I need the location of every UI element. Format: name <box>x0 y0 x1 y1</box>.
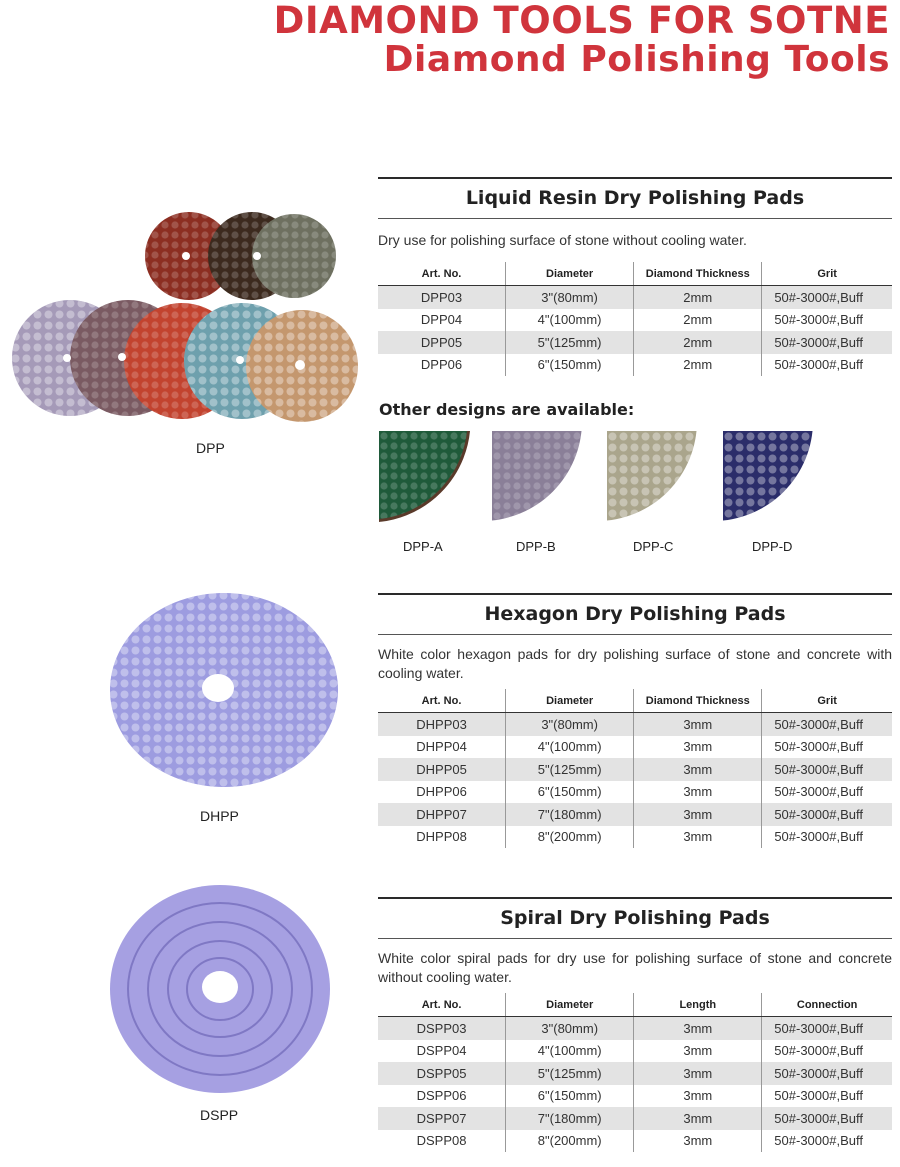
table-row <box>378 1040 892 1063</box>
column-header: Art. No. <box>378 993 506 1017</box>
table-cell: DHPP08 <box>416 829 467 845</box>
table-cell: 6"(150mm) <box>506 781 634 804</box>
column-header: Diamond Thickness <box>634 262 762 286</box>
design-swatch-dpp-a <box>379 431 471 523</box>
dhpp-pad-illustration <box>108 590 340 790</box>
dspp-product-image <box>108 882 332 1096</box>
column-header: Diameter <box>506 689 634 713</box>
table-cell: DHPP06 <box>416 784 467 800</box>
design-swatch-dpp-b <box>492 431 584 523</box>
table-row <box>378 781 892 804</box>
column-header: Diameter <box>506 993 634 1017</box>
table-row <box>378 354 892 377</box>
table-cell: 3"(80mm) <box>506 1017 634 1040</box>
table-cell: 50#-3000#,Buff <box>762 1017 892 1040</box>
table-cell: 3mm <box>634 1062 762 1085</box>
table-cell: 3mm <box>634 736 762 759</box>
table-cell: 3mm <box>634 826 762 849</box>
table-cell: DSPP05 <box>378 1062 506 1085</box>
table-cell: DSPP03 <box>378 1017 506 1040</box>
spec-table <box>378 993 892 1152</box>
column-header: Art. No. <box>378 689 506 713</box>
dspp-pad-illustration <box>108 882 332 1096</box>
column-header: Diamond Thickness <box>634 689 762 713</box>
table-cell: DSPP06 <box>416 1088 467 1104</box>
table-row <box>378 1017 892 1040</box>
table-cell: 8"(200mm) <box>506 1130 634 1153</box>
table-row <box>378 309 892 332</box>
section-title: Spiral Dry Polishing Pads <box>500 907 770 929</box>
table-cell: 2mm <box>634 286 762 309</box>
column-header: Art. No. <box>378 262 506 286</box>
section-title-rule <box>378 634 892 635</box>
table-cell: 3"(80mm) <box>506 286 634 309</box>
table-row <box>378 1062 892 1085</box>
table-cell: DPP04 <box>420 312 463 328</box>
column-header: Grit <box>762 262 892 286</box>
header-subtitle: Diamond Polishing Tools <box>383 38 890 80</box>
table-cell: DHPP05 <box>378 758 506 781</box>
table-row <box>378 331 892 354</box>
table-cell: 7"(180mm) <box>506 803 634 826</box>
table-header-row <box>378 689 892 713</box>
table-cell: DPP06 <box>420 357 463 373</box>
section-title-rule <box>378 218 892 219</box>
design-swatch-dpp-d <box>723 431 815 523</box>
table-cell: 5"(125mm) <box>506 331 634 354</box>
table-cell: 2mm <box>634 309 762 332</box>
table-cell: 50#-3000#,Buff <box>762 1107 892 1130</box>
table-cell: 3mm <box>634 1130 762 1153</box>
table-cell: DHPP03 <box>378 713 506 736</box>
table-row <box>378 736 892 759</box>
table-cell: 3mm <box>634 1017 762 1040</box>
table-cell: 50#-3000#,Buff <box>762 781 892 804</box>
table-cell: 50#-3000#,Buff <box>762 758 892 781</box>
table-cell: 3mm <box>634 1107 762 1130</box>
table-cell: 3mm <box>634 713 762 736</box>
column-header: Connection <box>762 993 892 1017</box>
table-cell: 50#-3000#,Buff <box>762 803 892 826</box>
design-label-dpp-c: DPP-C <box>633 539 674 554</box>
table-cell: DSPP08 <box>416 1133 467 1149</box>
table-row <box>378 1130 892 1153</box>
design-label-dpp-a: DPP-A <box>403 539 443 554</box>
table-cell: 50#-3000#,Buff <box>762 1130 892 1153</box>
table-cell: 50#-3000#,Buff <box>762 826 892 849</box>
dhpp-label: DHPP <box>200 808 239 824</box>
design-swatch-dpp-c <box>607 431 699 523</box>
section-title-rule <box>378 938 892 939</box>
page-header <box>274 2 890 79</box>
other-designs-title: Other designs are available: <box>379 400 635 419</box>
table-cell: 2mm <box>634 331 762 354</box>
table-cell: 6"(150mm) <box>506 1085 634 1108</box>
table-cell: 50#-3000#,Buff <box>762 713 892 736</box>
table-cell: DSPP07 <box>378 1107 506 1130</box>
section-hexagon <box>378 593 892 848</box>
table-cell: DHPP04 <box>416 739 467 755</box>
table-cell: 3mm <box>634 1085 762 1108</box>
section-spiral <box>378 897 892 1152</box>
table-cell: 7"(180mm) <box>506 1107 634 1130</box>
table-cell: DPP03 <box>378 286 506 309</box>
table-cell: 2mm <box>634 354 762 377</box>
table-cell: 50#-3000#,Buff <box>762 331 892 354</box>
design-label-dpp-b: DPP-B <box>516 539 556 554</box>
column-header: Diameter <box>506 262 634 286</box>
section-title: Hexagon Dry Polishing Pads <box>484 603 786 625</box>
table-header-row <box>378 993 892 1017</box>
table-cell: 4"(100mm) <box>506 736 634 759</box>
table-cell: 3"(80mm) <box>506 713 634 736</box>
table-cell: 8"(200mm) <box>506 826 634 849</box>
table-cell: 50#-3000#,Buff <box>762 1040 892 1063</box>
table-cell: DPP05 <box>378 331 506 354</box>
table-row <box>378 713 892 736</box>
dhpp-product-image <box>108 590 340 790</box>
section-description: White color spiral pads for dry use for polishing surface of stone and concrete without cooling water. <box>378 950 892 985</box>
section-title: Liquid Resin Dry Polishing Pads <box>465 187 805 209</box>
table-cell: 5"(125mm) <box>506 758 634 781</box>
table-row <box>378 1107 892 1130</box>
table-cell: 3mm <box>634 1040 762 1063</box>
table-cell: 50#-3000#,Buff <box>762 1085 892 1108</box>
column-header: Length <box>634 993 762 1017</box>
table-cell: DHPP07 <box>378 803 506 826</box>
dpp-pads-illustration <box>10 210 360 430</box>
table-row <box>378 803 892 826</box>
spec-table <box>378 262 892 376</box>
header-title: DIAMOND TOOLS FOR SOTNE <box>273 0 890 42</box>
table-row <box>378 826 892 849</box>
table-cell: 50#-3000#,Buff <box>762 1062 892 1085</box>
section-description: Dry use for polishing surface of stone without cooling water. <box>378 232 747 248</box>
table-cell: 50#-3000#,Buff <box>762 736 892 759</box>
section-liquid-resin <box>378 177 892 376</box>
table-cell: 50#-3000#,Buff <box>762 354 892 377</box>
table-header-row <box>378 262 892 286</box>
spec-table <box>378 689 892 848</box>
table-cell: 4"(100mm) <box>506 1040 634 1063</box>
dpp-label: DPP <box>196 440 225 456</box>
table-row <box>378 758 892 781</box>
table-cell: 50#-3000#,Buff <box>762 286 892 309</box>
design-label-dpp-d: DPP-D <box>752 539 793 554</box>
table-cell: 50#-3000#,Buff <box>762 309 892 332</box>
table-cell: 6"(150mm) <box>506 354 634 377</box>
column-header: Grit <box>762 689 892 713</box>
table-cell: 5"(125mm) <box>506 1062 634 1085</box>
dpp-product-image <box>10 210 360 430</box>
table-cell: DSPP04 <box>416 1043 467 1059</box>
table-cell: 3mm <box>634 781 762 804</box>
table-row <box>378 1085 892 1108</box>
table-row <box>378 286 892 309</box>
table-cell: 3mm <box>634 758 762 781</box>
table-cell: 4"(100mm) <box>506 309 634 332</box>
table-cell: 3mm <box>634 803 762 826</box>
section-description: White color hexagon pads for dry polishing surface of stone and concrete with cooling water. <box>378 646 892 681</box>
dspp-label: DSPP <box>200 1107 239 1123</box>
